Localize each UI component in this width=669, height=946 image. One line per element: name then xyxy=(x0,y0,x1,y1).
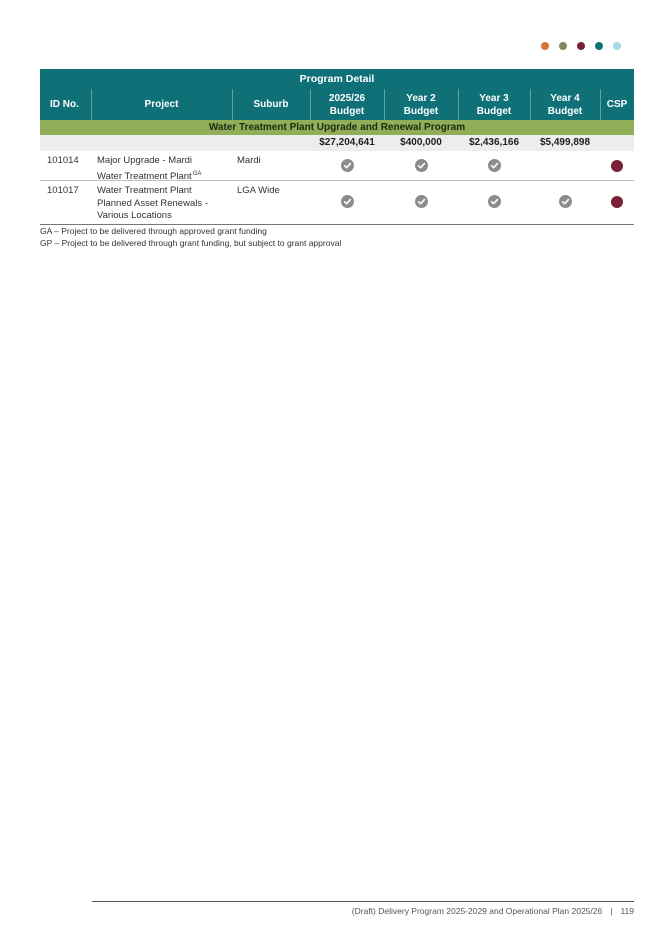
header-year2 xyxy=(384,89,458,120)
brand-dot-maroon xyxy=(577,42,585,50)
header-divider xyxy=(232,89,233,120)
row-project-line1: Major Upgrade - Mardi xyxy=(97,155,193,166)
table-header xyxy=(40,69,634,120)
total-budget: $27,204,641 xyxy=(319,137,375,148)
header-id: ID No. xyxy=(50,99,79,110)
row-suburb: LGA Wide xyxy=(237,185,280,196)
header-year2-line1: Year 2 xyxy=(406,92,436,104)
page-number: 119 xyxy=(620,906,634,916)
header-divider xyxy=(91,89,92,120)
footer-divider xyxy=(92,901,634,902)
check-circle-icon xyxy=(415,195,428,208)
check-circle-icon xyxy=(341,195,354,208)
header-year3-line2: Budget xyxy=(476,105,512,117)
csp-dot xyxy=(611,196,623,208)
footnote-gp: GP – Project to be delivered through grant funding, but subject to grant approval xyxy=(40,238,342,248)
header-year4-line1: Year 4 xyxy=(550,92,580,104)
program-table xyxy=(40,69,634,225)
header-budget-line2: Budget xyxy=(329,105,365,117)
total-year2: $400,000 xyxy=(400,137,442,148)
header-divider xyxy=(458,89,459,120)
row-suburb: Mardi xyxy=(237,155,261,166)
row-id: 101017 xyxy=(47,185,79,196)
header-divider xyxy=(600,89,601,120)
brand-dot-teal xyxy=(595,42,603,50)
total-year3: $2,436,166 xyxy=(468,137,520,148)
header-budget xyxy=(310,89,384,120)
brand-dot-orange xyxy=(541,42,549,50)
header-suburb: Suburb xyxy=(253,99,289,110)
csp-dot xyxy=(611,160,623,172)
row-project-line2: Planned Asset Renewals - xyxy=(97,197,208,209)
grant-superscript: GA xyxy=(192,170,202,177)
footnote-ga: GA – Project to be delivered through approved grant funding xyxy=(40,226,267,236)
header-year4-line2: Budget xyxy=(547,105,583,117)
header-divider xyxy=(310,89,311,120)
table-title: Program Detail xyxy=(299,73,375,85)
row-project xyxy=(97,185,232,223)
row-project-line2: Water Treatment Plant xyxy=(97,170,192,182)
row-project-line3: Various Locations xyxy=(97,210,172,221)
header-year4 xyxy=(530,89,600,120)
total-year4: $5,499,898 xyxy=(539,137,591,148)
footnotes xyxy=(40,225,341,249)
table-row xyxy=(40,151,634,181)
table-row xyxy=(40,181,634,225)
header-divider xyxy=(384,89,385,120)
check-circle-icon xyxy=(488,195,501,208)
check-circle-icon xyxy=(559,195,572,208)
row-project-line1: Water Treatment Plant xyxy=(97,185,192,196)
row-project xyxy=(97,155,232,183)
header-csp: CSP xyxy=(606,99,628,110)
header-budget-line1: 2025/26 xyxy=(328,92,366,104)
row-id: 101014 xyxy=(47,155,79,166)
footer-separator: | xyxy=(610,906,613,916)
footer-title: (Draft) Delivery Program 2025-2029 and Operational Plan 2025/26 xyxy=(351,906,603,916)
check-circle-icon xyxy=(488,159,501,172)
brand-dot-light-blue xyxy=(613,42,621,50)
check-circle-icon xyxy=(341,159,354,172)
header-year3 xyxy=(458,89,530,120)
totals-row xyxy=(40,135,634,151)
header-year3-line1: Year 3 xyxy=(479,92,509,104)
brand-dots xyxy=(541,42,621,50)
brand-dot-olive xyxy=(559,42,567,50)
header-year2-line2: Budget xyxy=(403,105,439,117)
header-project: Project xyxy=(144,99,179,110)
header-divider xyxy=(530,89,531,120)
program-name-row: Water Treatment Plant Upgrade and Renewal Program xyxy=(40,120,634,135)
page-footer xyxy=(320,906,634,916)
check-circle-icon xyxy=(415,159,428,172)
